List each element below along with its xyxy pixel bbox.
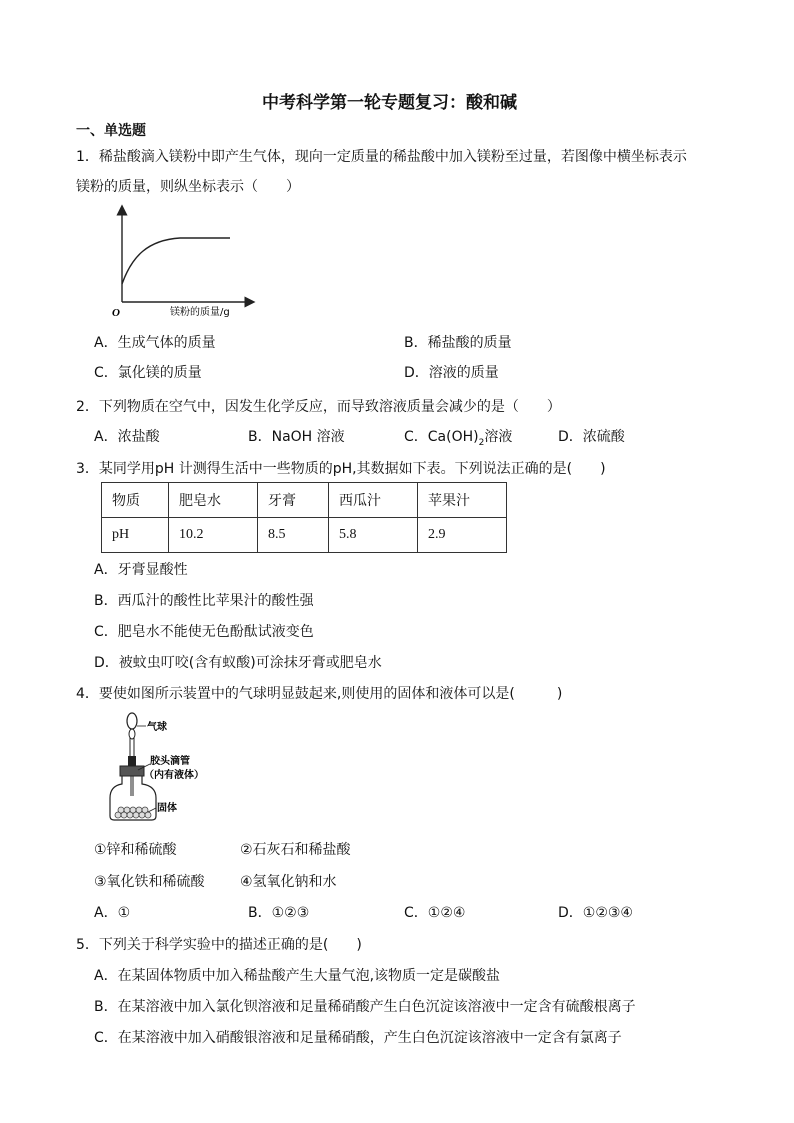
q5-stem: 5．下列关于科学实验中的描述正确的是( ) [76, 937, 362, 953]
q4-stem: 4．要使如图所示装置中的气球明显鼓起来,则使用的固体和液体可以是( ) [76, 686, 563, 702]
q1-option-d[interactable]: D．溶液的质量 [404, 365, 499, 381]
q3-option-b[interactable]: B．西瓜汁的酸性比苹果汁的酸性强 [94, 593, 314, 609]
q1-option-a[interactable]: A．生成气体的质量 [94, 335, 216, 351]
q1-graph-curve [122, 238, 230, 284]
q1-stem-line2: 镁粉的质量，则纵坐标表示（ ） [76, 179, 300, 195]
q5-option-a[interactable]: A．在某固体物质中加入稀盐酸产生大量气泡,该物质一定是碳酸盐 [94, 968, 501, 984]
table-cell: pH [102, 518, 169, 553]
table-header-cell: 西瓜汁 [329, 483, 418, 518]
q4-label-dropper: 胶头滴管 [150, 756, 190, 767]
q2-stem: 2．下列物质在空气中，因发生化学反应，而导致溶液质量会减少的是（ ） [76, 399, 561, 415]
table-cell: 10.2 [169, 518, 258, 553]
q4-label-balloon: 气球 [147, 722, 167, 733]
q2-option-b[interactable]: B．NaOH 溶液 [248, 429, 345, 445]
q4-choice-2: ②石灰石和稀盐酸 [240, 842, 351, 858]
table-header-cell: 苹果汁 [418, 483, 507, 518]
q4-option-c[interactable]: C．①②④ [404, 905, 466, 921]
q3-stem: 3．某同学用pH 计测得生活中一些物质的pH,其数据如下表。下列说法正确的是( ) [76, 461, 606, 477]
q4-balloon [127, 713, 137, 729]
q4-choice-4: ④氢氧化钠和水 [240, 874, 337, 890]
q1-stem-line1: 1．稀盐酸滴入镁粉中即产生气体，现向一定质量的稀盐酸中加入镁粉至过量，若图像中横坐标表示 [76, 149, 687, 165]
q4-option-a[interactable]: A．① [94, 905, 131, 921]
q4-label-solid: 固体 [157, 803, 177, 814]
table-row [102, 483, 507, 518]
table-cell: 8.5 [258, 518, 329, 553]
q4-apparatus-figure [104, 712, 214, 824]
q4-choice-3: ③氧化铁和稀硫酸 [94, 874, 205, 890]
table-cell: 2.9 [418, 518, 507, 553]
table-row [102, 518, 507, 553]
q4-stopper [120, 766, 144, 776]
page-title: 中考科学第一轮专题复习：酸和碱 [262, 93, 517, 113]
q1-graph-origin: O [112, 307, 120, 319]
q2-option-c[interactable] [404, 426, 512, 448]
table-header-cell: 牙膏 [258, 483, 329, 518]
q5-option-b[interactable]: B．在某溶液中加入氯化钡溶液和足量稀硝酸产生白色沉淀该溶液中一定含有硫酸根离子 [94, 999, 636, 1015]
q2-option-a[interactable]: A．浓盐酸 [94, 429, 160, 445]
table-header-cell: 肥皂水 [169, 483, 258, 518]
q2-option-c-suffix: 溶液 [484, 429, 513, 445]
q2-option-c-subscript: 2 [478, 437, 485, 448]
q3-option-d[interactable]: D．被蚊虫叮咬(含有蚁酸)可涂抹牙膏或肥皂水 [94, 655, 382, 671]
q4-choice-1: ①锌和稀硫酸 [94, 842, 177, 858]
table-header-cell: 物质 [102, 483, 169, 518]
q4-option-b[interactable]: B．①②③ [248, 905, 310, 921]
q1-option-b[interactable]: B．稀盐酸的质量 [404, 335, 512, 351]
q5-option-c[interactable]: C．在某溶液中加入硝酸银溶液和足量稀硝酸，产生白色沉淀该溶液中一定含有氯离子 [94, 1030, 622, 1046]
q2-option-d[interactable]: D．浓硫酸 [558, 429, 625, 445]
q1-option-c[interactable]: C．氯化镁的质量 [94, 365, 202, 381]
table-cell: 5.8 [329, 518, 418, 553]
q4-label-dropper-note: （内有液体） [144, 770, 204, 781]
q3-option-c[interactable]: C．肥皂水不能使无色酚酞试液变色 [94, 624, 314, 640]
q2-option-c-formula: C．Ca(OH) [404, 429, 479, 445]
q3-ph-table [101, 482, 507, 553]
section-heading: 一、单选题 [76, 123, 146, 139]
q3-option-a[interactable]: A．牙膏显酸性 [94, 562, 188, 578]
q1-graph [108, 204, 258, 322]
q1-graph-xlabel: 镁粉的质量/g [170, 307, 230, 318]
q4-option-d[interactable]: D．①②③④ [558, 905, 633, 921]
q4-solid-granules [115, 807, 151, 818]
